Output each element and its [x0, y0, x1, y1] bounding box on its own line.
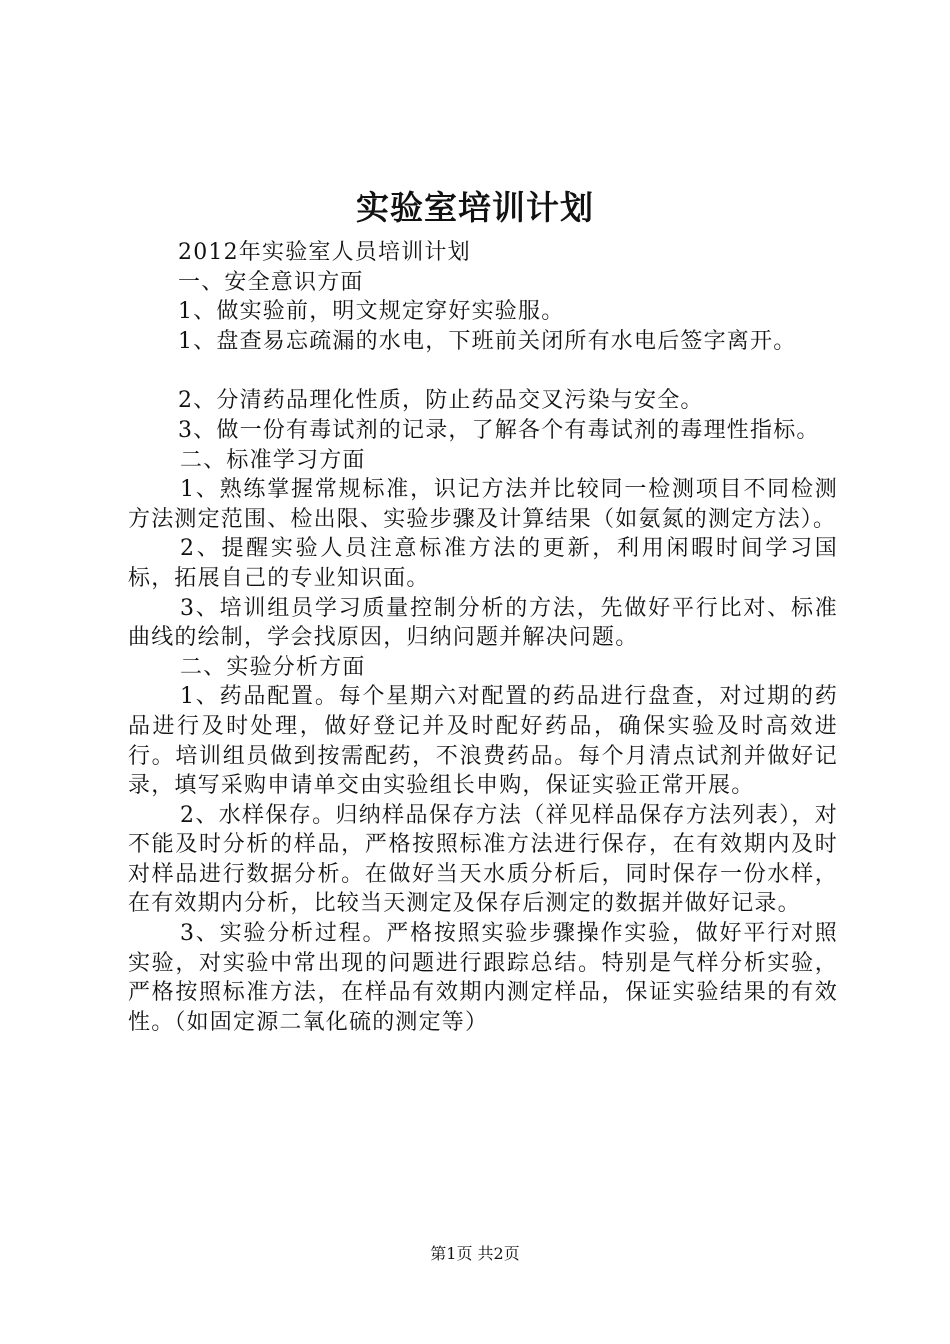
paragraph-safety-2: 2、分清药品理化性质，防止药品交叉污染与安全。	[178, 388, 704, 414]
document-title: 实验室培训计划	[356, 188, 594, 227]
paragraph-safety-1b: 1、盘查易忘疏漏的水电，下班前关闭所有水电后签字离开。	[178, 328, 797, 354]
blank-line	[128, 356, 838, 386]
paragraph-safety-3: 3、做一份有毒试剂的记录，了解各个有毒试剂的毒理性指标。	[178, 417, 820, 443]
paragraph-standards-2: 2、提醒实验人员注意标准方法的更新，利用闲暇时间学习国标，拓展自己的专业知识面。	[128, 536, 838, 591]
section-heading-standards: 二、标准学习方面	[180, 447, 366, 473]
paragraph-standards-1: 1、熟练掌握常规标准，识记方法并比较同一检测项目不同检测方法测定范围、检出限、实验步骤及计算结果（如氨氮的测定方法）。	[128, 477, 838, 532]
page-footer: 第1页 共2页	[430, 1244, 520, 1263]
paragraph-standards-3: 3、培训组员学习质量控制分析的方法，先做好平行比对、标准曲线的绘制，学会找原因，归纳问题并解决问题。	[128, 595, 838, 651]
paragraph-safety-1: 1、做实验前，明文规定穿好实验服。	[178, 299, 565, 325]
paragraph-plan-year: 2012年实验室人员培训计划	[178, 240, 471, 265]
paragraph-analysis-1: 1、药品配置。每个星期六对配置的药品进行盘查，对过期的药品进行及时处理，做好登记并及时配好药品，确保实验及时高效进行。培训组员做到按需配药，不浪费药品。每个月清点试剂并做好记录，填写采购申请单交由实验组长申购，保证实验正常开展。	[128, 684, 838, 799]
section-heading-analysis: 二、实验分析方面	[180, 654, 366, 680]
document-body	[128, 238, 838, 1037]
paragraph-analysis-2: 2、水样保存。归纳样品保存方法（祥见样品保存方法列表），对不能及时分析的样品，严格按照标准方法进行保存，在有效期内及时对样品进行数据分析。在做好当天水质分析后，同时保存一份水样，在有效期内分析，比较当天测定及保存后测定的数据并做好记录。	[128, 802, 838, 917]
section-heading-safety: 一、安全意识方面	[178, 269, 364, 295]
paragraph-analysis-3: 3、实验分析过程。严格按照实验步骤操作实验，做好平行对照实验，对实验中常出现的问题进行跟踪总结。特别是气样分析实验，严格按照标准方法，在样品有效期内测定样品，保证实验结果的有效性。（如固定源二氧化硫的测定等）	[128, 921, 838, 1035]
